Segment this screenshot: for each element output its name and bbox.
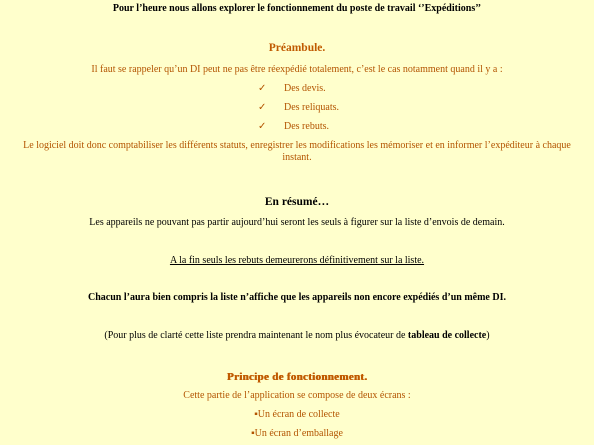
resume-line-2: A la fin seuls les rebuts demeurerons définitivement sur la liste. xyxy=(169,255,425,266)
resume-heading: En résumé… xyxy=(264,196,330,208)
preambule-paragraph: Le logiciel doit donc comptabiliser les différents statuts, enregistrer les modifications les mémoriser et en informer l’expéditeur à chaque instant. xyxy=(23,140,571,163)
list-item-label: Des rebuts. xyxy=(284,121,329,132)
resume-line-4-prefix: (Pour plus de clarté cette liste prendra maintenant le nom plus évocateur de xyxy=(104,330,408,341)
collecte-term: tableau de collecte xyxy=(407,330,487,341)
principe-heading: Principe de fonctionnement. xyxy=(226,371,368,383)
intro-line: Pour l’heure nous allons explorer le fonctionnement du poste de travail ‘’Expéditions’’ xyxy=(112,3,482,14)
resume-line-4-suffix: ) xyxy=(486,330,490,341)
list-item-label: Des reliquats. xyxy=(284,102,339,113)
check-icon: ✓ xyxy=(258,121,267,132)
resume-line-3: Chacun l’aura bien compris la liste n’affiche que les appareils non encore expédiés d’un même DI. xyxy=(88,292,506,303)
list-item: ▪Un écran de collecte xyxy=(254,409,340,420)
list-item-label: Des devis. xyxy=(284,83,326,94)
preambule-lead: Il faut se rappeler qu’un DI peut ne pas être réexpédié totalement, c’est le cas notamment quand il y a : xyxy=(91,64,503,75)
resume-line-4 xyxy=(0,330,594,342)
check-icon: ✓ xyxy=(258,102,267,113)
principe-lead: Cette partie de l’application se compose de deux écrans : xyxy=(183,390,411,401)
preambule-heading: Préambule. xyxy=(268,42,326,54)
resume-line-1: Les appareils ne pouvant pas partir aujourd’hui seront les seuls à figurer sur la liste d’envois de demain. xyxy=(89,217,505,228)
check-icon: ✓ xyxy=(258,83,267,94)
list-item: ▪Un écran d’emballage xyxy=(251,428,343,439)
